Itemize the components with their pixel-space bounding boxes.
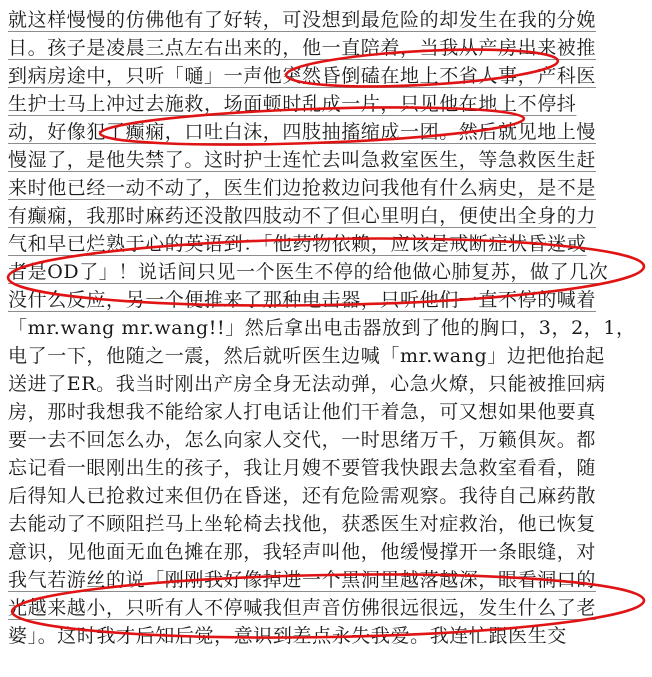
text-line: 日。孩子是凌晨三点左右出来的，他一直陪着，当我从产房出来被推 [8,37,597,59]
text-line: 有癫痫，我那时麻药还没散四肢动不了但心里明白，便使出全身的力 [8,205,597,227]
text-line: 婆」。这时我才后知后觉，意识到差点永失我爱。我连忙跟医生交 [8,625,567,647]
text-line: 到病房途中，只听「嗵」一声他突然昏倒磕在地上不省人事，产科医 [8,65,597,87]
text-line: 动，好像犯了癫痫，口吐白沫，四肢抽搐缩成一团。然后就见地上慢 [8,121,597,143]
text-line: 电了一下，他随之一震，然后就听医生边喊「mr.wang」边把他抬起 [8,345,605,367]
text-line: 慢湿了，是他失禁了。这时护士连忙去叫急救室医生，等急救医生赶 [8,149,597,171]
text-line: 没什么反应，另一个便推来了那种电击器，只听他们一直不停的喊着 [8,289,597,311]
text-line: 房，那时我想我不能给家人打电话让他们干着急，可又想如果他要真 [8,401,597,423]
text-line: 「mr.wang mr.wang!!」然后拿出电击器放到了他的胸口，3，2，1， [8,317,636,339]
text-line: 忘记看一眼刚出生的孩子，我让月嫂不要管我快跟去急救室看看，随 [8,457,597,479]
text-line: 要一去不回怎么办，怎么向家人交代，一时思绪万千，万籁俱灰。都 [8,429,597,451]
text-line: 者是OD了」！说话间只见一个医生不停的给他做心肺复苏，做了几次 [8,261,609,283]
text-line: 去能动了不顾阻拦马上坐轮椅去找他，获悉医生对症救治，他已恢复 [8,513,597,535]
text-line: 来时他已经一动不动了，医生们边抢救边问我他有什么病史，是不是 [8,177,597,199]
text-line: 生护士马上冲过去施救，场面顿时乱成一片，只见他在地上不停抖 [8,93,577,115]
text-line: 气和早已烂熟于心的英语到：「他药物依赖，应该是戒断症状昏迷或 [8,233,587,255]
text-line: 后得知人已抢救过来但仍在昏迷，还有危险需观察。我待自己麻药散 [8,485,597,507]
text-line: 我气若游丝的说「刚刚我好像掉进一个黑洞里越落越深，眼看洞口的 [8,569,597,591]
text-line: 意识，见他面无血色摊在那，我轻声叫他，他缓慢撑开一条眼缝，对 [8,541,597,563]
text-line: 就这样慢慢的仿佛他有了好转，可没想到最危险的却发生在我的分娩 [8,9,597,31]
text-line: 光越来越小，只听有人不停喊我但声音仿佛很远很远，发生什么了老 [8,597,597,619]
text-line: 送进了ER。我当时刚出产房全身无法动弹，心急火燎，只能被推回病 [8,373,606,395]
